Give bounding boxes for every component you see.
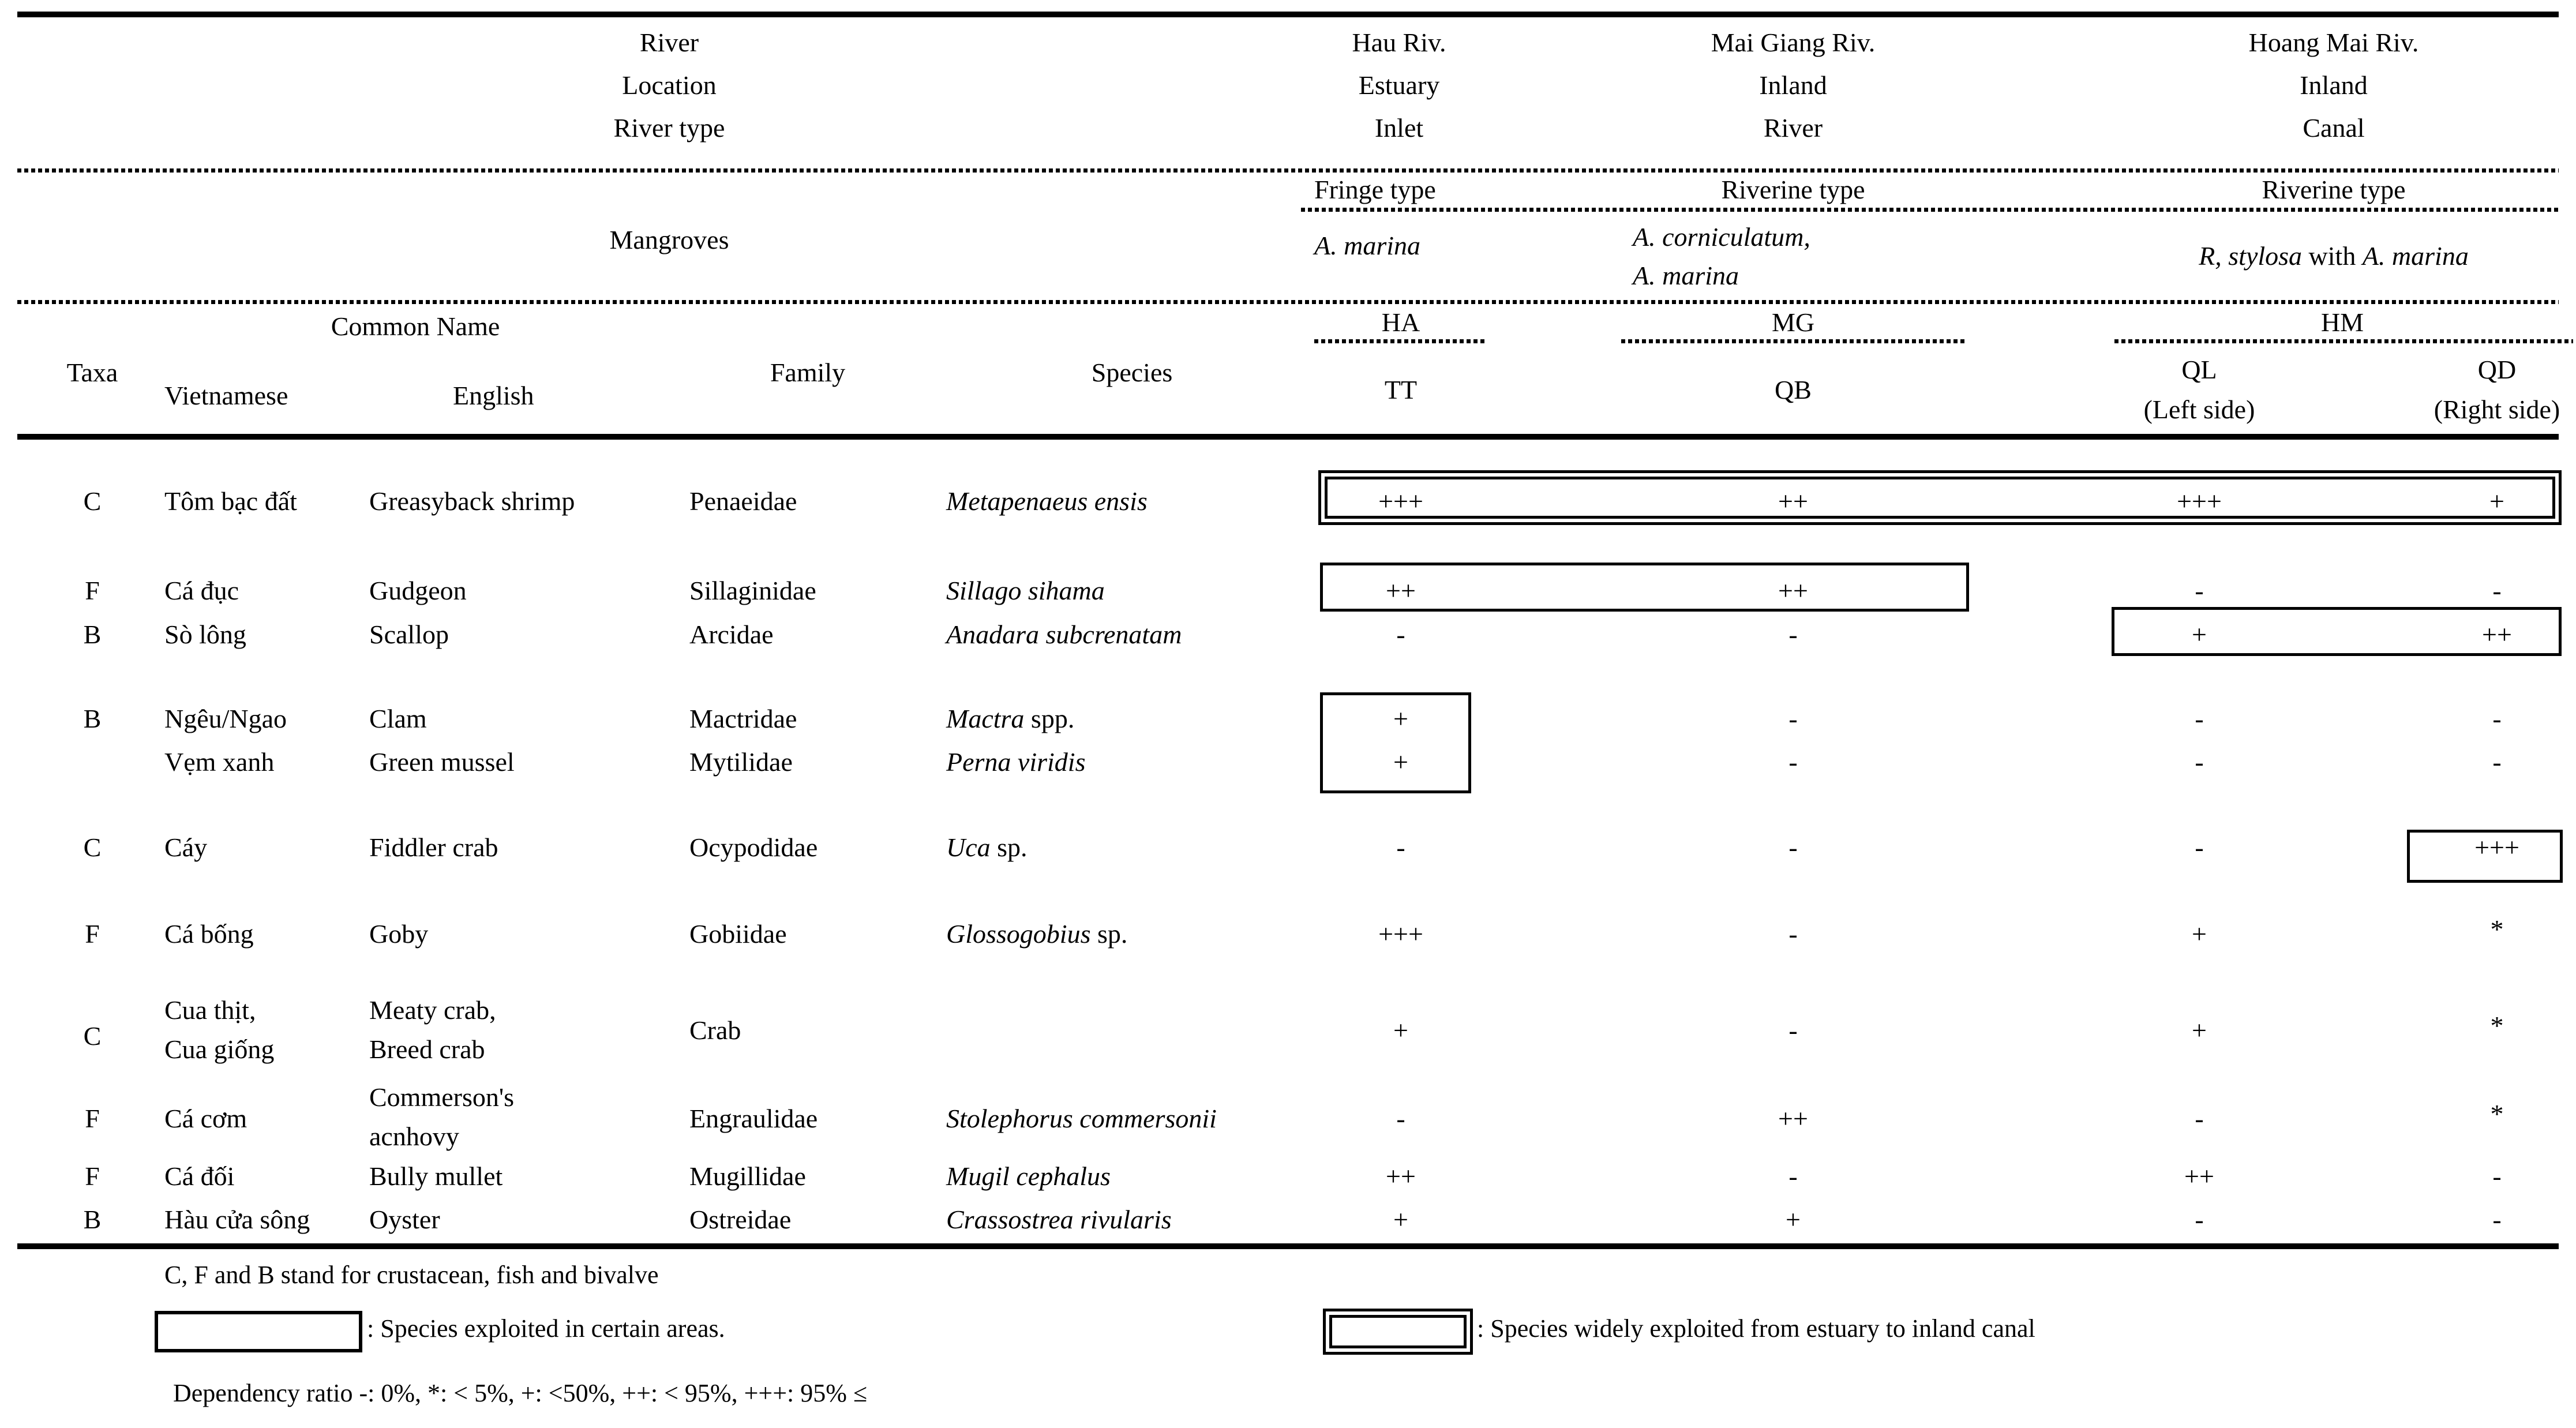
table-row: Oyster: [369, 1205, 440, 1234]
header-label-taxa: Taxa: [66, 358, 118, 387]
site-subcode-qb: QB: [1775, 375, 1812, 404]
value-cell: +: [2192, 919, 2207, 949]
table-row: Crassostrea rivularis: [946, 1205, 1172, 1234]
value-cell: +++: [2474, 833, 2519, 862]
table-row: B: [83, 704, 102, 733]
table-row: Breed crab: [369, 1035, 485, 1064]
value-cell: +++: [2177, 486, 2222, 516]
value-cell: -: [2195, 1205, 2204, 1234]
value-cell: +: [1393, 1015, 1408, 1045]
site-mangrovespecies-hoangmai: [2199, 241, 2469, 272]
value-cell: -: [1788, 704, 1798, 733]
site-rivertype-hau: Inlet: [1374, 113, 1424, 143]
table-row: C: [83, 1021, 102, 1051]
table-row: F: [85, 576, 100, 605]
value-cell: +: [1393, 747, 1408, 777]
table-row: F: [85, 919, 100, 949]
footnote-legend-single: : Species exploited in certain areas.: [367, 1314, 725, 1343]
species-qualifier: sp.: [990, 833, 1028, 862]
table-row: Cá cơm: [164, 1104, 248, 1133]
emphasis-box-row-metapenaeus: [1318, 470, 2562, 525]
value-cell: -: [1788, 1161, 1798, 1191]
value-cell: +: [2192, 620, 2207, 649]
table-row: Cua giống: [164, 1035, 275, 1064]
table-row: Ostreidae: [689, 1205, 792, 1234]
site-location-maigiang: Inland: [1759, 70, 1827, 100]
site-mangrovetype-hoangmai: Riverine type: [2262, 175, 2406, 204]
rule-under-mg: [1621, 339, 1965, 343]
site-subcode-qd: QD: [2477, 355, 2517, 384]
footnote-dependency-ratio: Dependency ratio -: 0%, *: < 5%, +: <50%, ++: < 95%, +++: 95% ≤: [173, 1379, 868, 1407]
site-code-mg: MG: [1771, 308, 1815, 337]
legend-swatch-double: [1323, 1309, 1473, 1355]
table-row: [946, 919, 1127, 950]
table-row: Bully mullet: [369, 1161, 503, 1191]
table-row: B: [83, 620, 102, 649]
rule-under-columnheaders: [17, 434, 2559, 440]
table-row: Cá đối: [164, 1161, 235, 1191]
table-row: Mactridae: [689, 704, 797, 733]
site-location-hoangmai: Inland: [2300, 70, 2368, 100]
table-row: Sò lông: [164, 620, 246, 649]
mangrove-species-suffix: A. marina: [2362, 241, 2469, 271]
value-cell: ++: [1386, 576, 1416, 605]
table-row: Greasyback shrimp: [369, 486, 575, 516]
table-row: Vẹm xanh: [164, 747, 275, 777]
table-row: Gobiidae: [689, 919, 787, 949]
table-row: Mytilidae: [689, 747, 793, 777]
value-cell: -: [2492, 1205, 2502, 1234]
species-genus: Glossogobius: [946, 919, 1091, 949]
site-river-hoangmai: Hoang Mai Riv.: [2248, 28, 2419, 57]
table-row: Fiddler crab: [369, 833, 498, 862]
value-cell: -: [2195, 833, 2204, 862]
species-genus: Mactra: [946, 704, 1025, 733]
table-row: Scallop: [369, 620, 449, 649]
value-cell: -: [1788, 620, 1798, 649]
value-cell: -: [2492, 747, 2502, 777]
header-label-location: Location: [622, 70, 717, 100]
value-cell: -: [2492, 1161, 2502, 1191]
table-row: F: [85, 1104, 100, 1133]
table-row: Metapenaeus ensis: [946, 486, 1148, 516]
value-cell: -: [2492, 576, 2502, 605]
site-mangrovetype-maigiang: Riverine type: [1721, 175, 1865, 204]
table-row: Clam: [369, 704, 427, 733]
value-cell: ++: [1386, 1161, 1416, 1191]
value-cell: -: [2195, 704, 2204, 733]
header-label-common-name: Common Name: [331, 312, 500, 341]
table-row: Commerson's: [369, 1082, 515, 1112]
table-row: Ngêu/Ngao: [164, 704, 287, 733]
site-subcode-qd-side: (Right side): [2433, 395, 2560, 424]
table-row: Arcidae: [689, 620, 774, 649]
table-row: Cua thịt,: [164, 995, 256, 1025]
table-row: Mugil cephalus: [946, 1161, 1111, 1191]
table-row: [946, 704, 1074, 734]
site-river-hau: Hau Riv.: [1352, 28, 1446, 57]
table-row: [946, 833, 1028, 863]
header-label-river: River: [639, 28, 699, 57]
value-cell: *: [2490, 914, 2504, 944]
header-label-mangroves: Mangroves: [609, 225, 729, 254]
site-mangrovespecies-maigiang-line2: A. marina: [1633, 261, 1739, 290]
table-row: Hàu cửa sông: [164, 1205, 310, 1234]
value-cell: -: [1396, 1104, 1405, 1133]
value-cell: ++: [1778, 486, 1808, 516]
value-cell: +++: [1378, 486, 1423, 516]
table-row: C: [83, 486, 102, 516]
site-river-maigiang: Mai Giang Riv.: [1711, 28, 1876, 57]
value-cell: ++: [2184, 1161, 2214, 1191]
table-row: Gudgeon: [369, 576, 467, 605]
value-cell: ++: [1778, 576, 1808, 605]
species-qualifier: spp.: [1024, 704, 1075, 733]
table-row: Engraulidae: [689, 1104, 818, 1133]
site-rivertype-hoangmai: Canal: [2303, 113, 2365, 143]
site-subcode-ql: QL: [2181, 355, 2217, 384]
table-row: Cáy: [164, 833, 208, 862]
site-subcode-ql-side: (Left side): [2143, 395, 2255, 424]
rule-under-ha: [1314, 339, 1487, 343]
table-row: Goby: [369, 919, 429, 949]
site-mangrovetype-hau: Fringe type: [1314, 175, 1436, 204]
value-cell: +: [2489, 486, 2504, 516]
table-row: Crab: [689, 1015, 741, 1045]
value-cell: -: [1396, 620, 1405, 649]
value-cell: +: [1393, 704, 1408, 733]
species-genus: Uca: [946, 833, 991, 862]
table-row: Meaty crab,: [369, 995, 496, 1025]
table-row: Green mussel: [369, 747, 515, 777]
table-row: Anadara subcrenatam: [946, 620, 1182, 649]
site-code-ha: HA: [1381, 308, 1420, 337]
rule-under-rivertype: [17, 168, 2559, 173]
table-row: Penaeidae: [689, 486, 797, 516]
site-rivertype-maigiang: River: [1763, 113, 1823, 143]
header-label-species: Species: [1091, 358, 1173, 387]
emphasis-box-row-sillago: [1320, 563, 1969, 612]
value-cell: -: [1396, 833, 1405, 862]
table-row: Sillago sihama: [946, 576, 1105, 605]
header-label-river-type: River type: [613, 113, 725, 143]
value-cell: +: [1393, 1205, 1408, 1234]
value-cell: +++: [1378, 919, 1423, 949]
value-cell: -: [1788, 747, 1798, 777]
site-location-hau: Estuary: [1358, 70, 1440, 100]
table-row: B: [83, 1205, 102, 1234]
table-row: Stolephorus commersonii: [946, 1104, 1217, 1133]
site-mangrovespecies-hau: A. marina: [1314, 231, 1420, 260]
mangrove-species-prefix: R, stylosa: [2199, 241, 2303, 271]
species-qualifier: sp.: [1090, 919, 1128, 949]
value-cell: ++: [2482, 620, 2512, 649]
table-row: F: [85, 1161, 100, 1191]
value-cell: -: [1788, 833, 1798, 862]
table-row: acnhovy: [369, 1122, 459, 1151]
table-row: Tôm bạc đất: [164, 486, 297, 516]
value-cell: -: [1788, 1015, 1798, 1045]
table-row: Mugillidae: [689, 1161, 806, 1191]
value-cell: *: [2490, 1011, 2504, 1040]
footnote-legend-double: : Species widely exploited from estuary to inland canal: [1477, 1314, 2035, 1343]
rule-under-mangroves: [17, 300, 2559, 304]
value-cell: -: [2195, 576, 2204, 605]
value-cell: ++: [1778, 1104, 1808, 1133]
legend-swatch-single: [155, 1311, 362, 1352]
value-cell: +: [1786, 1205, 1801, 1234]
table-row: Cá đục: [164, 576, 239, 605]
table-row: Sillaginidae: [689, 576, 816, 605]
site-subcode-tt: TT: [1384, 375, 1418, 404]
value-cell: -: [2195, 747, 2204, 777]
rule-top: [17, 12, 2559, 17]
value-cell: -: [2492, 704, 2502, 733]
rule-under-mangrovetype: [1301, 208, 2559, 212]
mangrove-species-mid: with: [2302, 241, 2363, 271]
header-label-family: Family: [770, 358, 846, 387]
rule-under-hm: [2114, 339, 2573, 343]
table-row: Perna viridis: [946, 747, 1086, 777]
table-row: Cá bống: [164, 919, 254, 949]
value-cell: +: [2192, 1015, 2207, 1045]
footnote-taxa-key: C, F and B stand for crustacean, fish and bivalve: [164, 1261, 659, 1289]
header-label-vietnamese: Vietnamese: [164, 381, 288, 410]
header-label-english: English: [453, 381, 534, 410]
value-cell: -: [1788, 919, 1798, 949]
table-row: C: [83, 833, 102, 862]
value-cell: *: [2490, 1099, 2504, 1129]
value-cell: -: [2195, 1104, 2204, 1133]
site-mangrovespecies-maigiang-line1: A. corniculatum,: [1633, 222, 1810, 252]
table-row: Ocypodidae: [689, 833, 818, 862]
rule-under-data: [17, 1243, 2559, 1249]
site-code-hm: HM: [2320, 308, 2364, 337]
